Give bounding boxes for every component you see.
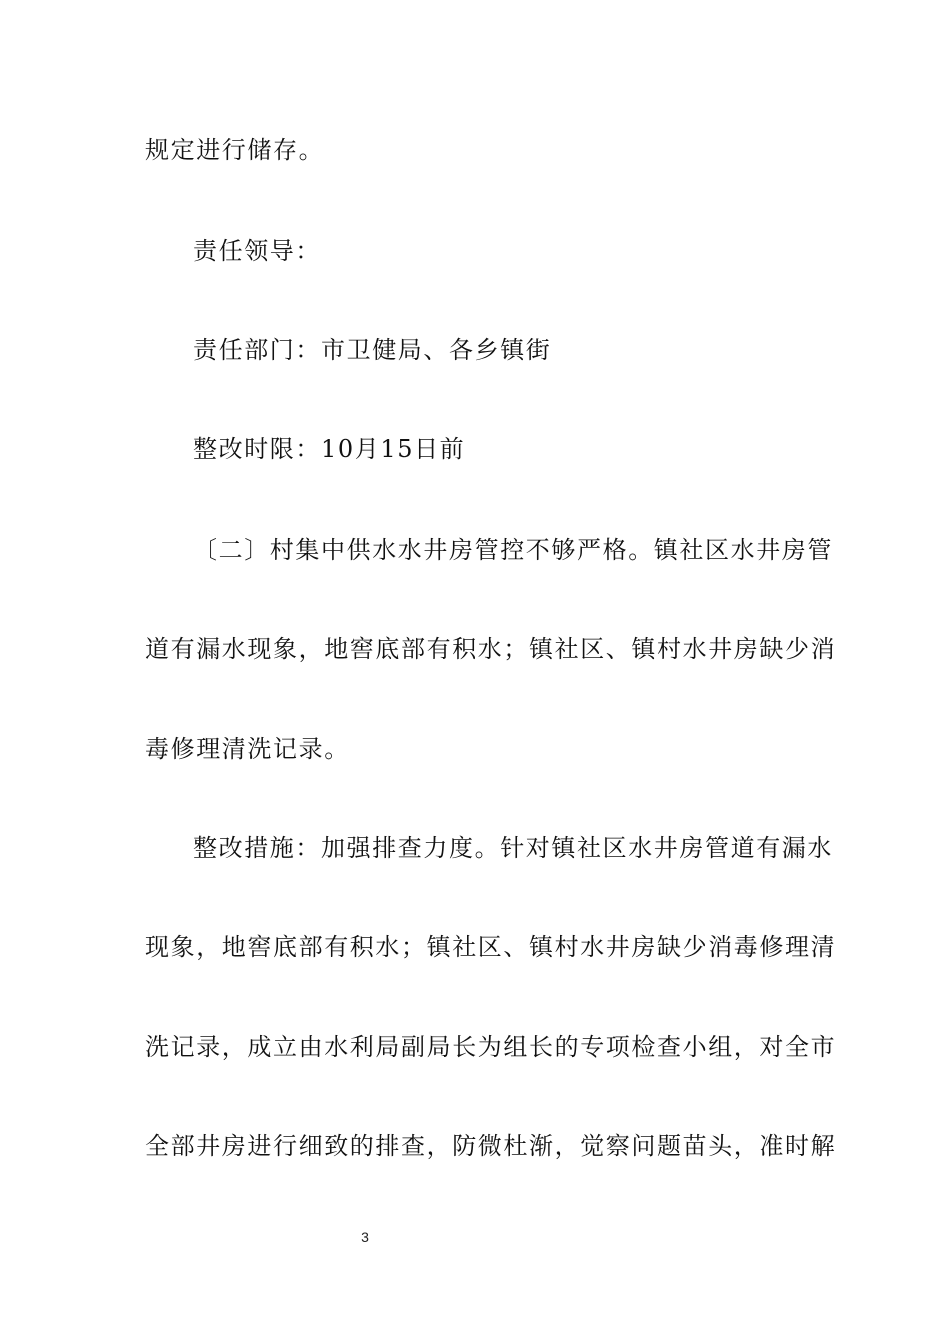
section-heading-line: 〔二〕村集中供水水井房管控不够严格。镇社区水井房管: [193, 536, 833, 564]
page-number: 3: [361, 1229, 369, 1245]
body-text-line: 毒修理清洗记录。: [145, 735, 350, 763]
body-text-line: 现象，地窖底部有积水；镇社区、镇村水井房缺少消毒修理清: [145, 933, 837, 961]
responsible-leader-line: 责任领导：: [193, 237, 321, 265]
body-text-line: 道有漏水现象，地窖底部有积水；镇社区、镇村水井房缺少消: [145, 635, 837, 663]
deadline-line: 整改时限：10月15日前: [193, 435, 466, 463]
body-text-line: 全部井房进行细致的排查，防微杜渐，觉察问题苗头，准时解: [145, 1132, 837, 1160]
responsible-department-line: 责任部门：市卫健局、各乡镇街: [193, 336, 552, 364]
body-text-line: 规定进行储存。: [145, 136, 325, 164]
measures-line: 整改措施：加强排查力度。针对镇社区水井房管道有漏水: [193, 834, 833, 862]
body-text-line: 洗记录，成立由水利局副局长为组长的专项检查小组，对全市: [145, 1033, 837, 1061]
